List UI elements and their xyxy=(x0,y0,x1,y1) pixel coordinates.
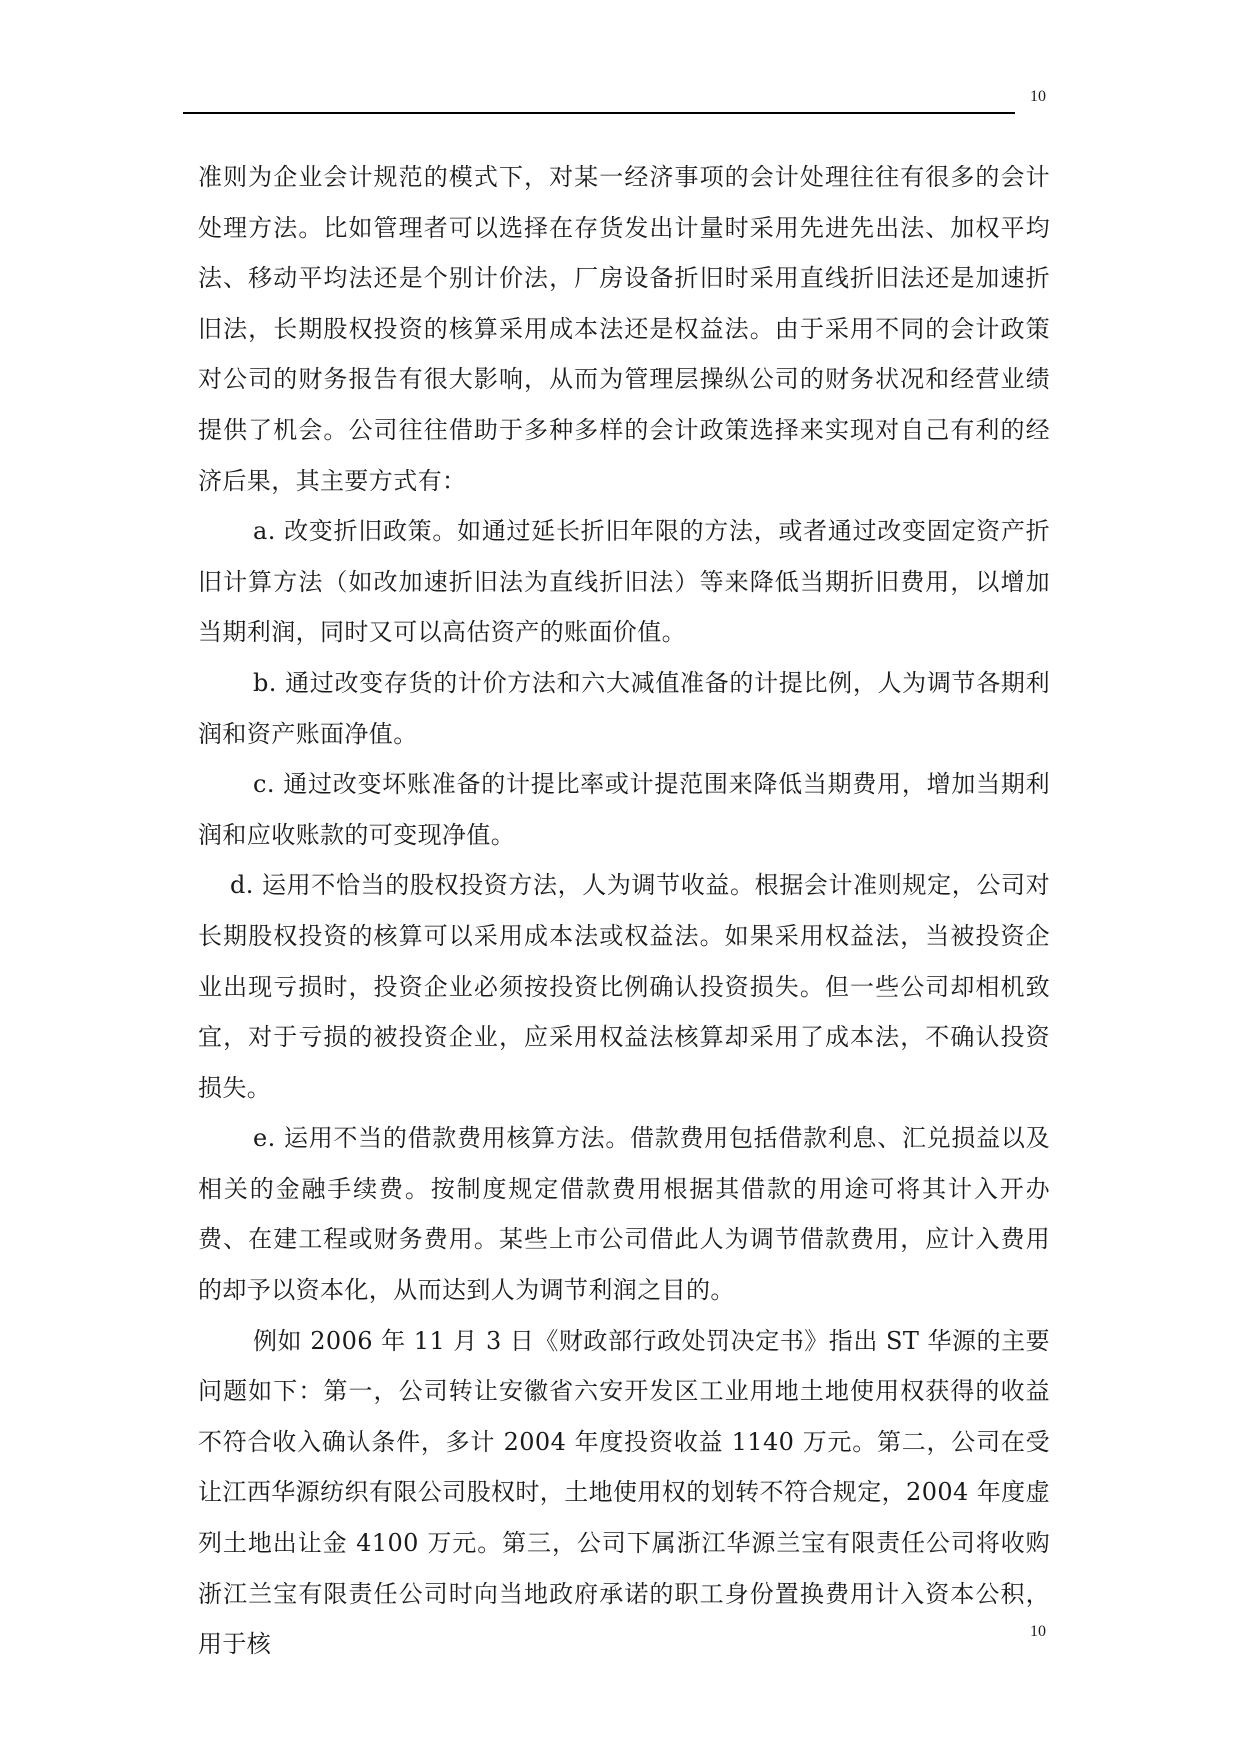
paragraph-intro: 准则为企业会计规范的模式下，对某一经济事项的会计处理往往有很多的会计处理方法。比如管理者可以选择在存货发出计量时采用先进先出法、加权平均法、移动平均法还是个别计价法，厂房设备折旧时采用直线折旧法还是加速折旧法，长期股权投资的核算采用成本法还是权益法。由于采用不同的会计政策对公司的财务报告有很大影响，从而为管理层操纵公司的财务状况和经营业绩提供了机会。公司往往借助于多种多样的会计政策选择来实现对自己有利的经济后果，其主要方式有： xyxy=(198,163,1050,495)
paragraph-item-d: d. 运用不恰当的股权投资方法，人为调节收益。根据会计准则规定，公司对长期股权投资的核算可以采用成本法或权益法。如果采用权益法，当被投资企业出现亏损时，投资企业必须按投资比例确认投资损失。但一些公司却相机致宜，对于亏损的被投资企业，应采用权益法核算却采用了成本法，不确认投资损失。 xyxy=(198,871,1050,1102)
paragraph-item-b: b. 通过改变存货的计价方法和六大减值准备的计提比例，人为调节各期利润和资产账面净值。 xyxy=(198,668,1050,748)
header-rule xyxy=(183,112,1015,114)
header-page-number: 10 xyxy=(1030,88,1046,105)
paragraph-example: 例如 2006 年 11 月 3 日《财政部行政处罚决定书》指出 ST 华源的主要问题如下：第一，公司转让安徽省六安开发区工业用地土地使用权获得的收益不符合收入确认条件，多计 2004 年度投资收益 1140 万元。第二，公司在受让江西华源纺织有限公司股权时，土地使用权的划转不符合规定，2004 年度虚列土地出让金 4100 万元。第三，公司下属浙江华源兰宝有限责任公司将收购浙江兰宝有限责任公司时向当地政府承诺的职工身份置换费用计入资本公积，用于核 xyxy=(198,1326,1050,1659)
footer-page-number: 10 xyxy=(1030,1623,1046,1640)
paragraph-item-a: a. 改变折旧政策。如通过延长折旧年限的方法，或者通过改变固定资产折旧计算方法（如改加速折旧法为直线折旧法）等来降低当期折旧费用，以增加当期利润，同时又可以高估资产的账面价值。 xyxy=(198,517,1050,647)
paragraph-item-e: e. 运用不当的借款费用核算方法。借款费用包括借款利息、汇兑损益以及相关的金融手续费。按制度规定借款费用根据其借款的用途可将其计入开办费、在建工程或财务费用。某些上市公司借此人为调节借款费用，应计入费用的却予以资本化，从而达到人为调节利润之目的。 xyxy=(198,1124,1050,1305)
document-body xyxy=(198,152,1050,1670)
paragraph-item-c: c. 通过改变坏账准备的计提比率或计提范围来降低当期费用，增加当期利润和应收账款的可变现净值。 xyxy=(198,770,1050,849)
